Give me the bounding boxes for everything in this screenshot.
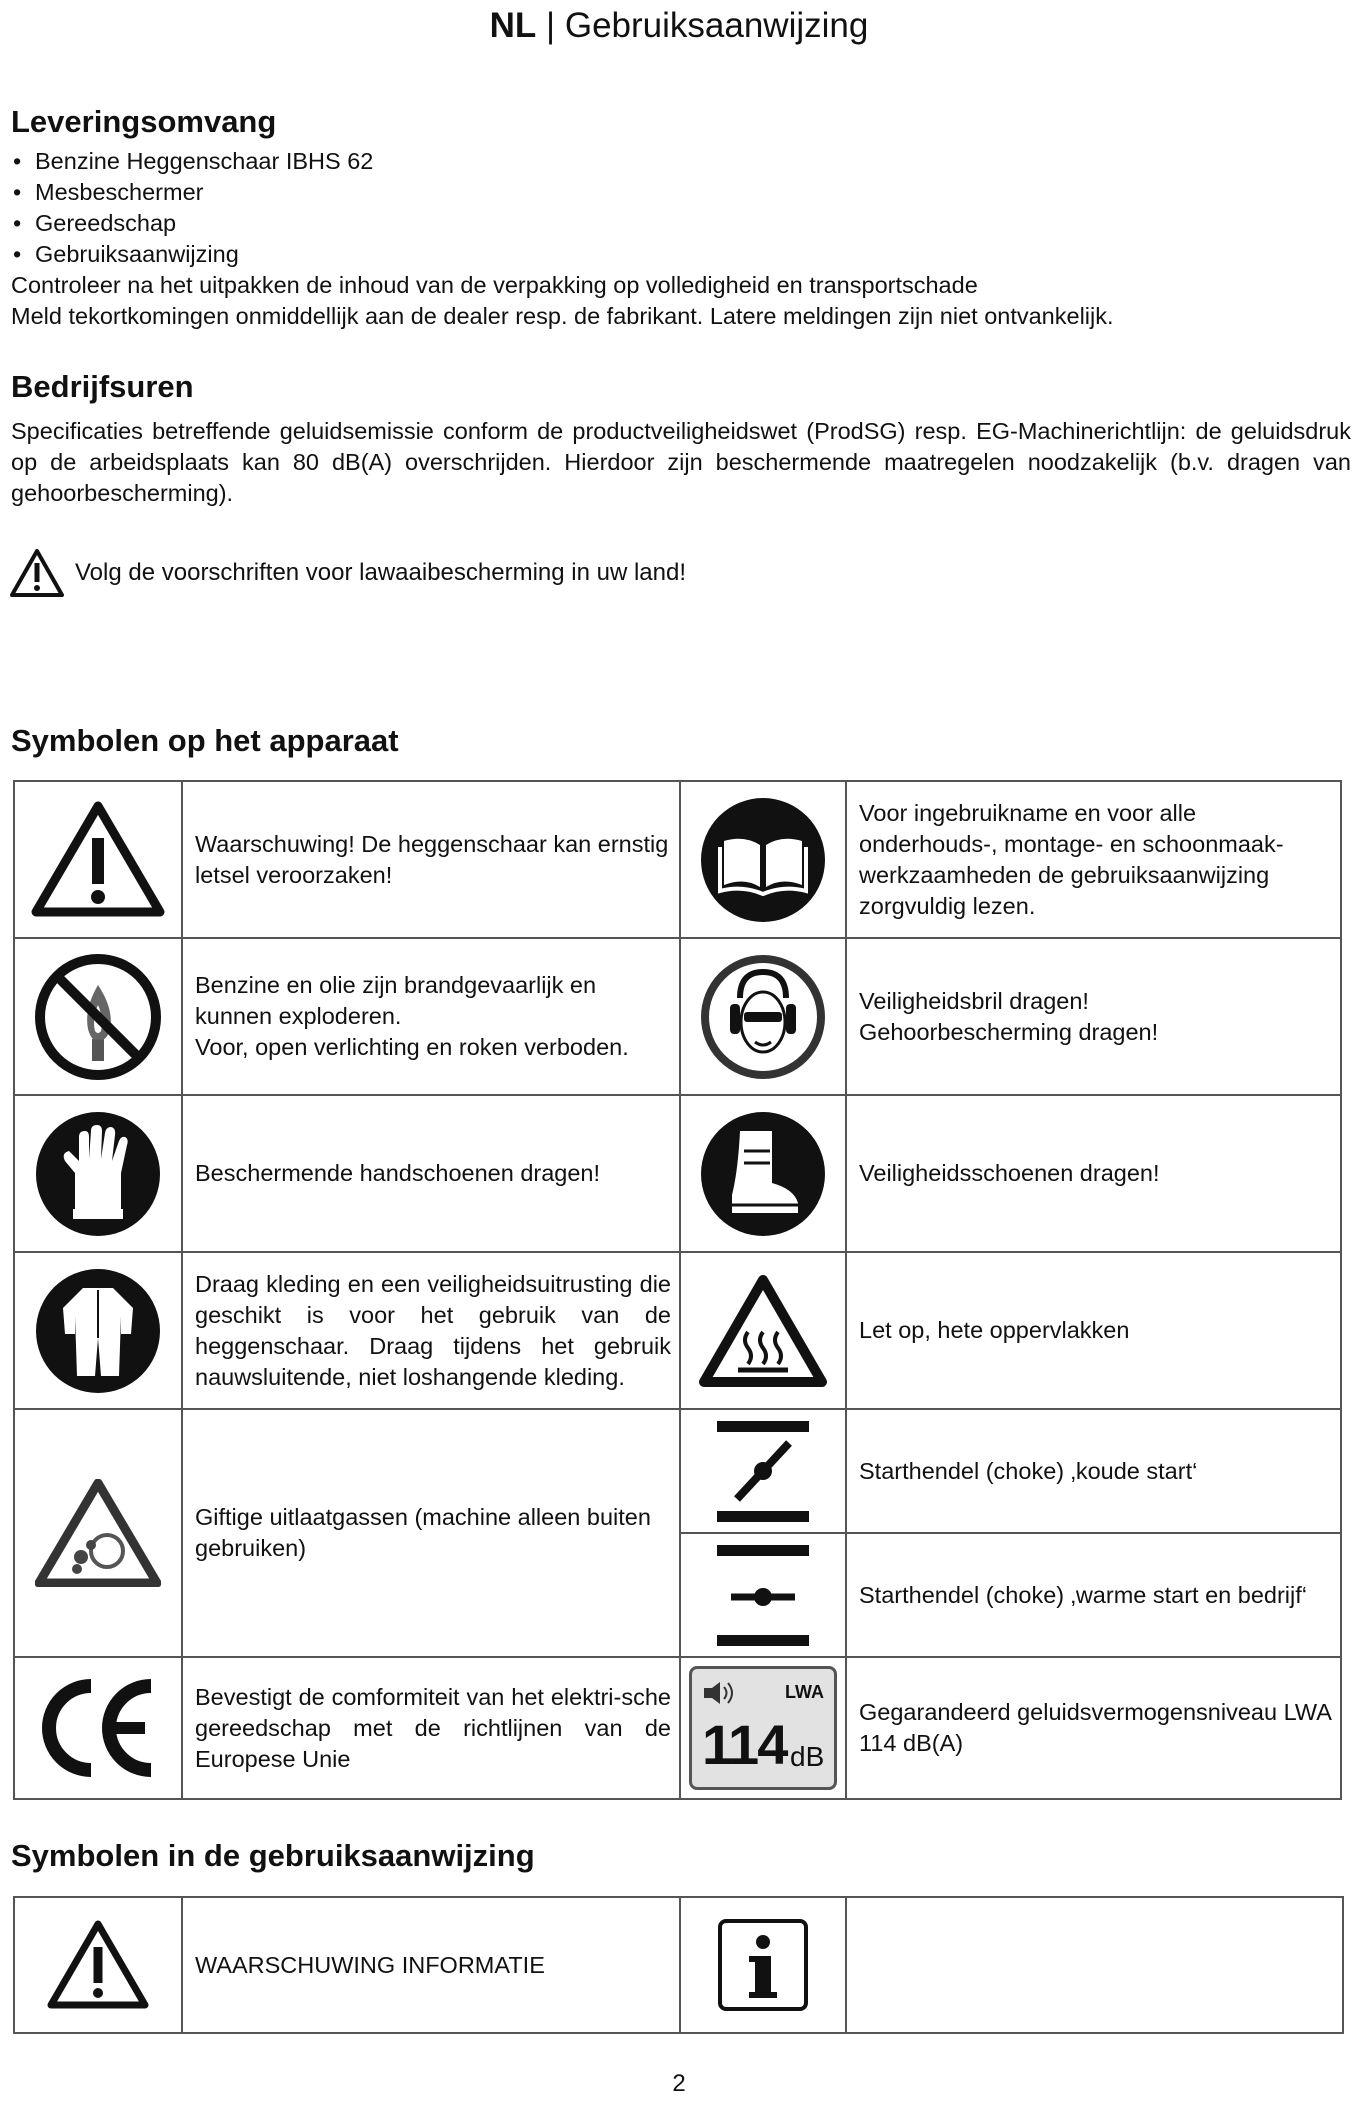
manual-symbols-heading: Symbolen in de gebruiksaanwijzing xyxy=(11,1838,535,1873)
delivery-heading: Leveringsomvang xyxy=(11,104,277,139)
lwa-unit: dB xyxy=(790,1741,825,1772)
table-row xyxy=(14,1095,1341,1252)
toxic-gas-icon xyxy=(14,1409,182,1657)
ce-mark-icon xyxy=(14,1657,182,1799)
lwa-label: LWA xyxy=(785,1682,824,1702)
header-title: Gebruiksaanwijzing xyxy=(564,6,869,45)
device-symbols-table xyxy=(13,780,1342,1800)
symbol-description: Gegarandeerd geluidsvermogensniveau LWA 114 dB(A) xyxy=(846,1657,1341,1799)
delivery-note: Controleer na het uitpakken de inhoud van de verpakking op volledigheid en transportschade xyxy=(11,272,978,298)
table-row xyxy=(14,1657,1341,1799)
delivery-item: • Gebruiksaanwijzing xyxy=(11,239,1114,270)
table-row xyxy=(14,1409,1341,1533)
info-icon xyxy=(680,1897,846,2033)
noise-warning xyxy=(9,548,686,598)
symbol-description: Waarschuwing! De heggenschaar kan ernstig letsel veroorzaken! xyxy=(182,781,680,938)
warning-triangle-icon xyxy=(14,1897,182,2033)
delivery-list xyxy=(11,146,1114,270)
symbol-description: Draag kleding en een veiligheidsuitrusting die geschikt is voor het gebruik van de heggenschaar. Draag tijdens het gebruik nauwsluitende, niet loshangende kleding. xyxy=(182,1252,680,1409)
symbol-description: WAARSCHUWING INFORMATIE xyxy=(182,1897,680,2033)
hot-surface-icon xyxy=(680,1252,846,1409)
device-symbols-heading: Symbolen op het apparaat xyxy=(11,723,399,758)
header-lang: NL xyxy=(489,6,537,45)
page-number: 2 xyxy=(672,2070,686,2097)
delivery-item: • Mesbeschermer xyxy=(11,177,1114,208)
table-row xyxy=(14,938,1341,1095)
sound-power-label xyxy=(680,1657,846,1799)
hours-heading: Bedrijfsuren xyxy=(11,369,194,404)
safety-boot-icon xyxy=(680,1095,846,1252)
gloves-icon xyxy=(14,1095,182,1252)
delivery-item: • Gereedschap xyxy=(11,208,1114,239)
symbol-description: Voor ingebruikname en voor alle onderhouds-, montage- en schoonmaak-werkzaamheden de gebruiksaanwijzing zorgvuldig lezen. xyxy=(846,781,1341,938)
table-row xyxy=(14,781,1341,938)
delivery-item: • Benzine Heggenschaar IBHS 62 xyxy=(11,146,1114,177)
warning-triangle-icon xyxy=(9,548,65,598)
empty-cell xyxy=(846,1897,1343,2033)
symbol-description: Starthendel (choke) ‚warme start en bedrijf‘ xyxy=(846,1533,1341,1657)
speaker-icon xyxy=(702,1679,738,1707)
header-sep: | xyxy=(546,6,556,45)
symbol-description: Benzine en olie zijn brandgevaarlijk en kunnen exploderen. Voor, open verlichting en roken verboden. xyxy=(182,938,680,1095)
table-row xyxy=(14,1252,1341,1409)
lwa-badge xyxy=(689,1666,837,1790)
manual-symbols-table xyxy=(13,1896,1344,2034)
protective-clothing-icon xyxy=(14,1252,182,1409)
warning-triangle-icon xyxy=(14,781,182,938)
symbol-description: Veiligheidsschoenen dragen! xyxy=(846,1095,1341,1252)
symbol-description: Beschermende handschoenen dragen! xyxy=(182,1095,680,1252)
page-header xyxy=(0,4,1358,48)
hours-text: Specificaties betreffende geluidsemissie conform de productveiligheidswet (ProdSG) resp. EG-Machinerichtlijn: de geluidsdruk op de arbeidsplaats kan 80 dB(A) overschrijden. Hierdoor zijn beschermende maatregelen noodzakelijk (b.v. dragen van gehoorbescherming). xyxy=(11,418,1351,506)
delivery-note: Meld tekortkomingen onmiddellijk aan de dealer resp. de fabrikant. Latere meldingen zijn niet ontvankelijk. xyxy=(11,303,1114,329)
symbol-description: Bevestigt de comformiteit van het elektri-sche gereedschap met de richtlijnen van de Europese Unie xyxy=(182,1657,680,1799)
symbol-description: Starthendel (choke) ‚koude start‘ xyxy=(846,1409,1341,1533)
noise-warning-text: Volg de voorschriften voor lawaaibescherming in uw land! xyxy=(75,559,687,586)
no-fire-icon xyxy=(14,938,182,1095)
symbol-description: Giftige uitlaatgassen (machine alleen buiten gebruiken) xyxy=(182,1409,680,1657)
symbol-description: Let op, hete oppervlakken xyxy=(846,1252,1341,1409)
read-manual-icon xyxy=(680,781,846,938)
symbol-description: Veiligheidsbril dragen! Gehoorbescherming dragen! xyxy=(846,938,1341,1095)
choke-cold-start-icon xyxy=(680,1409,846,1533)
goggles-earmuffs-icon xyxy=(680,938,846,1095)
table-row xyxy=(14,1897,1343,2033)
choke-warm-start-icon xyxy=(680,1533,846,1657)
delivery-block xyxy=(11,146,1114,332)
lwa-value: 114 xyxy=(702,1713,787,1776)
